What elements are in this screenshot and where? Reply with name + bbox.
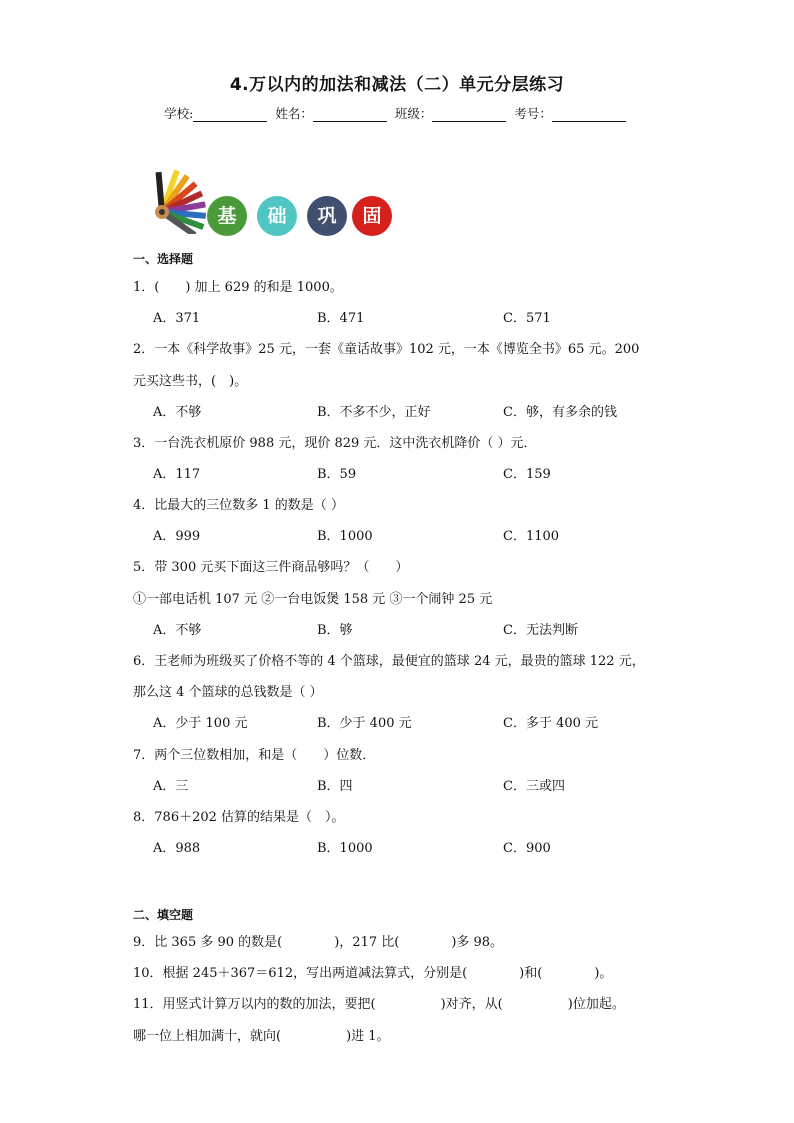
question-1-option-a[interactable]: A．371 xyxy=(153,311,201,326)
question-7-text: 7．两个三位数相加，和是（ ）位数． xyxy=(133,748,376,763)
section-fill-blank-heading: 二、填空题 xyxy=(133,908,194,922)
name-blank[interactable] xyxy=(313,108,387,122)
class-blank[interactable] xyxy=(432,108,506,122)
question-5-option-a[interactable]: A．不够 xyxy=(153,623,202,638)
name-label: 姓名： xyxy=(275,106,313,121)
question-1-option-b[interactable]: B．471 xyxy=(317,311,365,326)
question-6-option-a[interactable]: A．少于 100 元 xyxy=(153,716,248,731)
question-7-option-c[interactable]: C．三或四 xyxy=(503,779,565,794)
banner-char-ji: 基 xyxy=(207,196,247,236)
question-11-text-line-1: 11．用竖式计算万以内的数的加法，要把( )对齐，从( )位加起。 xyxy=(133,997,625,1012)
foundation-banner xyxy=(142,170,402,240)
banner-char-gu: 固 xyxy=(352,196,392,236)
question-7-option-b[interactable]: B．四 xyxy=(317,779,353,794)
pencils-icon xyxy=(142,170,206,234)
question-6-option-c[interactable]: C．多于 400 元 xyxy=(503,716,599,731)
section-choice-heading: 一、选择题 xyxy=(133,252,194,266)
question-7-option-a[interactable]: A．三 xyxy=(153,779,189,794)
question-6-option-b[interactable]: B．少于 400 元 xyxy=(317,716,412,731)
question-2-option-b[interactable]: B．不多不少，正好 xyxy=(317,405,431,420)
class-label: 班级： xyxy=(394,106,433,121)
question-4-text: 4．比最大的三位数多 1 的数是（ ） xyxy=(133,498,344,513)
question-5-option-b[interactable]: B．够 xyxy=(317,623,353,638)
question-2-option-c[interactable]: C．够，有多余的钱 xyxy=(503,405,617,420)
question-11-text-line-2: 哪一位上相加满十，就向( )进 1。 xyxy=(133,1029,390,1044)
question-5-items: ①一部电话机 107 元 ②一台电饭煲 158 元 ③一个闹钟 25 元 xyxy=(133,592,493,607)
question-10-text: 10．根据 245＋367＝612，写出两道减法算式，分别是( )和( )。 xyxy=(133,966,613,981)
question-8-option-b[interactable]: B．1000 xyxy=(317,841,373,856)
page-title: 4.万以内的加法和减法（二）单元分层练习 xyxy=(229,75,565,95)
question-2-text-line-2: 元买这些书，( )。 xyxy=(133,374,248,389)
question-4-option-b[interactable]: B．1000 xyxy=(317,529,373,544)
question-6-text-line-2: 那么这 4 个篮球的总钱数是（ ） xyxy=(133,685,323,700)
question-3-option-a[interactable]: A．117 xyxy=(153,467,201,482)
exam-number-label: 考号： xyxy=(514,106,552,121)
question-9-text: 9．比 365 多 90 的数是( )，217 比( )多 98。 xyxy=(133,935,504,950)
banner-char-chu: 础 xyxy=(257,196,297,236)
question-8-option-a[interactable]: A．988 xyxy=(153,841,201,856)
question-2-text-line-1: 2．一本《科学故事》25 元，一套《童话故事》102 元，一本《博览全书》65 元。200 xyxy=(133,342,640,357)
school-label: 学校: xyxy=(164,106,194,121)
question-8-text: 8．786＋202 估算的结果是（ ）。 xyxy=(133,810,345,825)
question-4-option-c[interactable]: C．1100 xyxy=(503,529,560,544)
question-4-option-a[interactable]: A．999 xyxy=(153,529,201,544)
student-info-row xyxy=(0,104,794,122)
question-5-text: 5．带 300 元买下面这三件商品够吗？（ ） xyxy=(133,560,409,575)
question-3-text: 3．一台洗衣机原价 988 元，现价 829 元．这中洗衣机降价（ ）元． xyxy=(133,436,537,451)
question-8-option-c[interactable]: C．900 xyxy=(503,841,551,856)
school-blank[interactable] xyxy=(193,108,267,122)
question-3-option-b[interactable]: B．59 xyxy=(317,467,357,482)
question-2-option-a[interactable]: A．不够 xyxy=(153,405,202,420)
exam-number-blank[interactable] xyxy=(552,108,626,122)
question-6-text-line-1: 6．王老师为班级买了价格不等的 4 个篮球，最便宜的篮球 24 元，最贵的篮球 122 元， xyxy=(133,654,645,669)
banner-char-gong: 巩 xyxy=(307,196,347,236)
question-3-option-c[interactable]: C．159 xyxy=(503,467,551,482)
question-1-option-c[interactable]: C．571 xyxy=(503,311,551,326)
question-5-option-c[interactable]: C．无法判断 xyxy=(503,623,578,638)
question-1-text: 1．( ) 加上 629 的和是 1000。 xyxy=(133,280,343,295)
